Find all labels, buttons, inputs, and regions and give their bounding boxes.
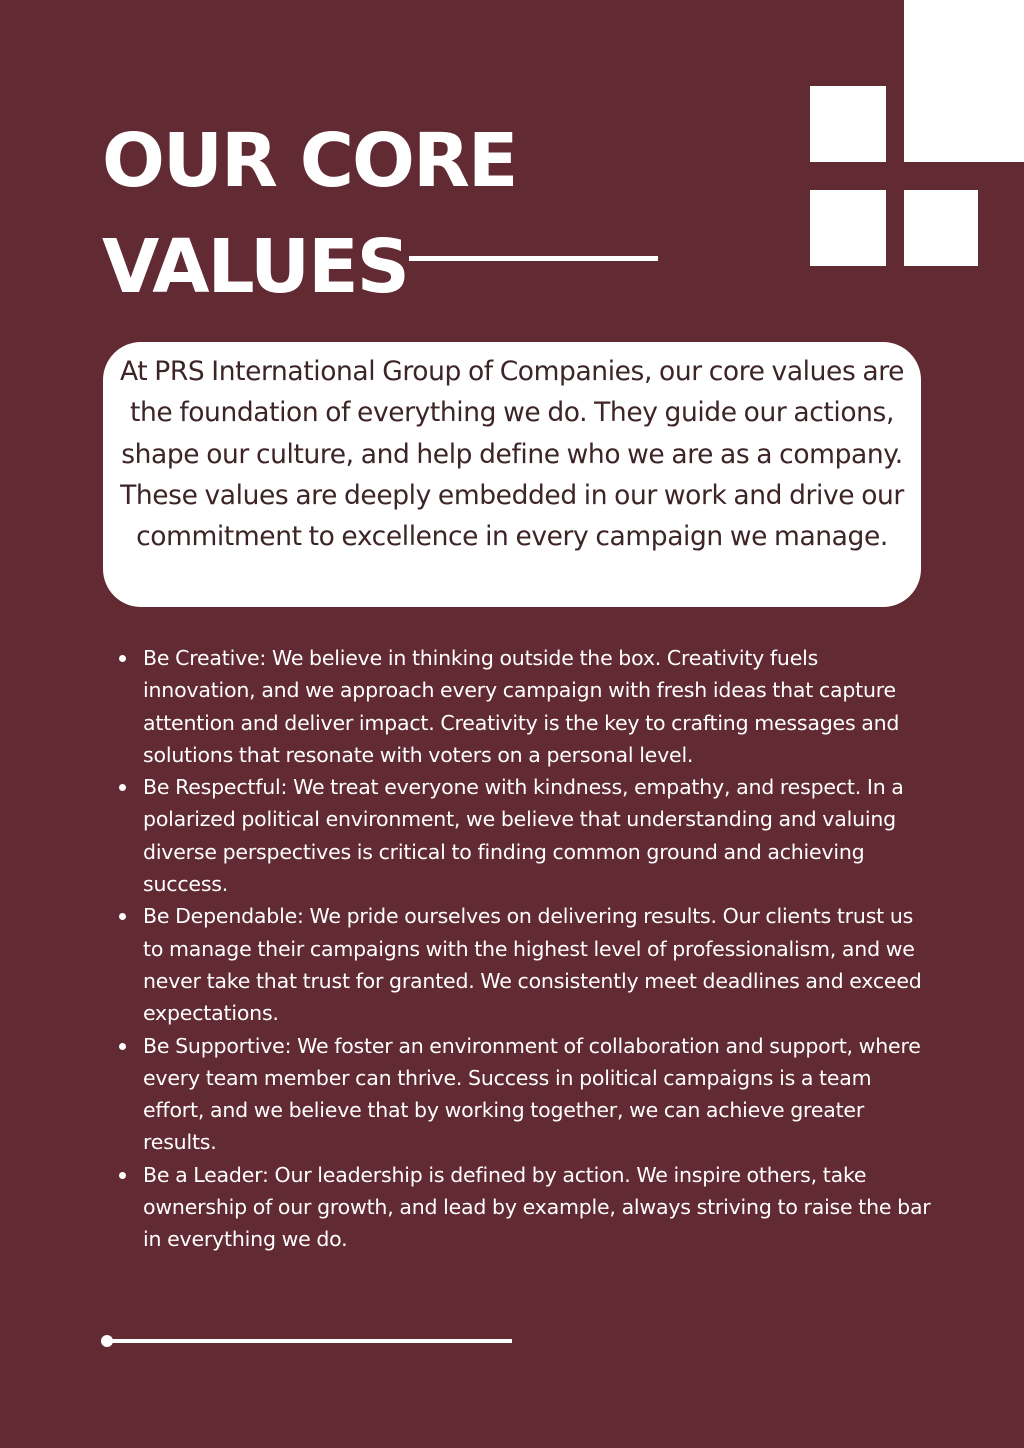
- value-text: Be Dependable: We pride ourselves on delivering results. Our clients trust us to manage their campaigns with the highest level of professionalism, and we never take that trust for granted. We consistently meet deadlines and exceed expectations.: [143, 904, 922, 1026]
- core-values-list: [143, 642, 933, 1256]
- bullet-icon: [119, 784, 126, 791]
- value-text: Be a Leader: Our leadership is defined by action. We inspire others, take ownership of our growth, and lead by example, always striving to raise the bar in everything we do.: [143, 1162, 931, 1252]
- square-decoration-top: [810, 86, 886, 162]
- intro-panel: [103, 342, 921, 607]
- title-line-1: OUR CORE: [102, 118, 517, 204]
- value-text: Be Supportive: We foster an environment of collaboration and support, where every team member can thrive. Success in political campaigns is a team effort, and we believe that by working together, we can achieve greater results.: [143, 1033, 921, 1155]
- list-item: [143, 771, 933, 900]
- footer-line-divider: [107, 1339, 512, 1343]
- list-item: [143, 1030, 933, 1159]
- bullet-icon: [119, 913, 126, 920]
- square-decoration-bottom-right: [904, 190, 978, 266]
- page-title: [102, 108, 517, 320]
- intro-text: At PRS International Group of Companies, our core values are the foundation of everything we do. They guide our actions, shape our culture, and help define who we are as a company. These values are deeply embedded in our work and drive our commitment to excellence in every campaign we manage.: [119, 356, 905, 553]
- corner-square-decoration: [904, 0, 1024, 162]
- list-item: [143, 1159, 933, 1256]
- bullet-icon: [119, 1043, 126, 1050]
- bullet-icon: [119, 655, 126, 662]
- bullet-icon: [119, 1172, 126, 1179]
- title-line-2: VALUES: [102, 224, 408, 310]
- square-decoration-bottom-left: [810, 190, 886, 266]
- list-item: [143, 642, 933, 771]
- value-text: Be Creative: We believe in thinking outside the box. Creativity fuels innovation, and we approach every campaign with fresh ideas that capture attention and deliver impact. Creativity is the key to crafting messages and solutions that resonate with voters on a personal level.: [143, 646, 900, 767]
- list-item: [143, 900, 933, 1029]
- value-text: Be Respectful: We treat everyone with kindness, empathy, and respect. In a polarized political environment, we believe that understanding and valuing diverse perspectives is critical to finding common ground and achieving success.: [143, 775, 904, 897]
- title-underline-divider: [409, 256, 658, 261]
